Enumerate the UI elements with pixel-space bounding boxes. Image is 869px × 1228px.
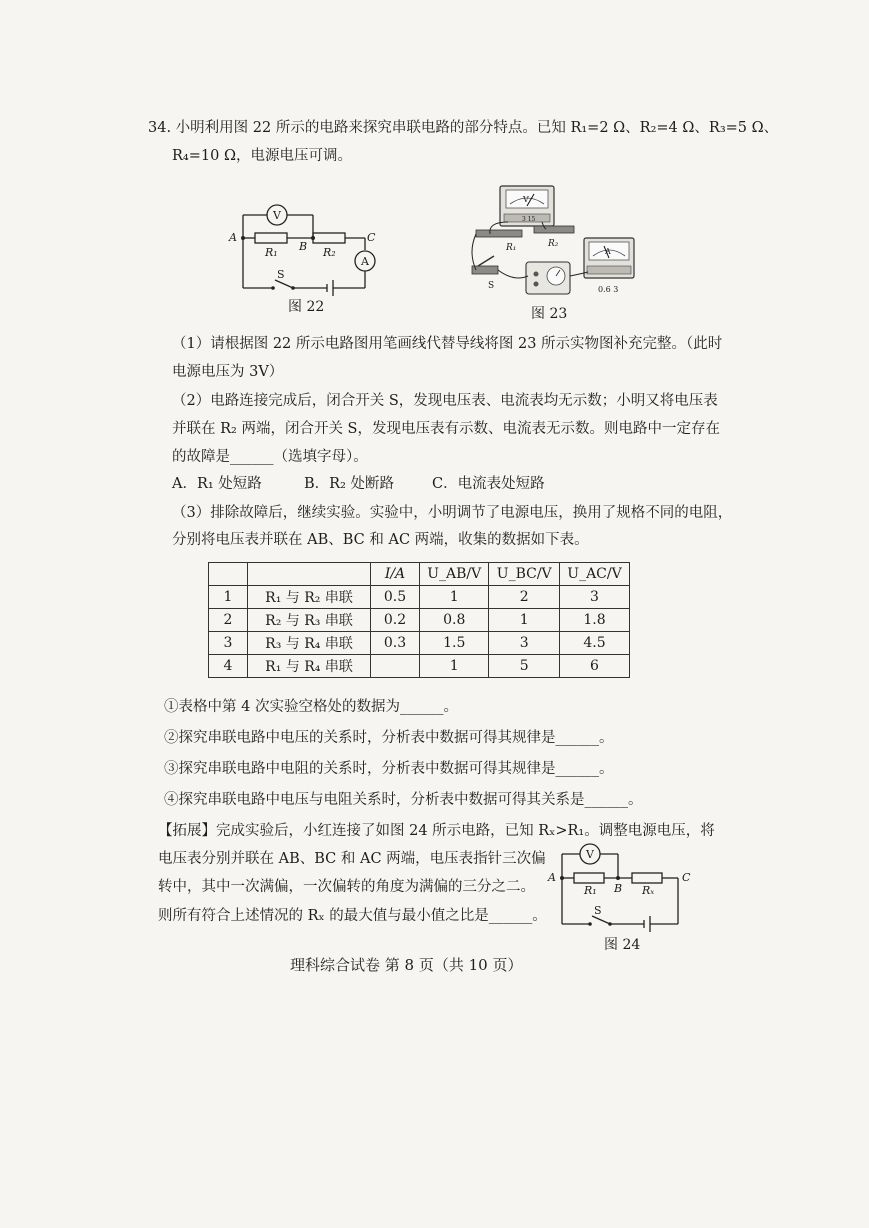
- fig24-label-s: S: [594, 904, 602, 917]
- fig22-label-r1: R₁: [265, 246, 278, 259]
- fig24-label-c: C: [682, 871, 691, 884]
- fig24-label-rx: Rₓ: [642, 884, 655, 897]
- table-cell: 0.3: [371, 632, 420, 655]
- option-a: A．R₁ 处短路: [172, 476, 262, 492]
- table-header-cell: [248, 563, 371, 586]
- subquestion-3: ③探究串联电路中电阻的关系时，分析表中数据可得其规律是______。: [164, 761, 614, 777]
- table-cell: R₂ 与 R₃ 串联: [248, 609, 371, 632]
- subquestion-1: ①表格中第 4 次实验空格处的数据为______。: [164, 699, 458, 715]
- table-cell: 4: [209, 655, 248, 678]
- fig23-label-r2: R₂: [548, 239, 559, 249]
- fig22-voltmeter-label: V: [273, 209, 281, 222]
- question-intro-line2: R₄=10 Ω，电源电压可调。: [172, 148, 352, 164]
- figure-23-apparatus: [468, 182, 668, 304]
- part3-line1: （3）排除故障后，继续实验。实验中，小明调节了电源电压，换用了规格不同的电阻，: [172, 505, 733, 521]
- part2-line2: 并联在 R₂ 两端，闭合开关 S，发现电压表有示数、电流表无示数。则电路中一定存在: [172, 421, 720, 437]
- part2-line3: 的故障是______（选填字母）。: [172, 449, 368, 465]
- fig24-label-b: B: [614, 882, 623, 895]
- fig23-voltmeter-scale: 3 15: [522, 216, 536, 223]
- fig24-label-a: A: [548, 871, 556, 884]
- table-cell: 0.5: [371, 586, 420, 609]
- table-cell: 1.8: [559, 609, 629, 632]
- table-header-cell: I/A: [371, 563, 420, 586]
- table-cell: 3: [559, 586, 629, 609]
- fig22-label-s: S: [277, 268, 285, 281]
- fig23-power-supply-icon: [526, 262, 570, 294]
- table-cell: 2: [489, 586, 560, 609]
- fig23-ammeter-icon: [584, 238, 634, 278]
- table-row: [209, 586, 630, 609]
- table-header-row: [209, 563, 630, 586]
- fig22-label-r2: R₂: [323, 246, 336, 259]
- table-cell: 3: [209, 632, 248, 655]
- table-header-cell: U_AB/V: [420, 563, 489, 586]
- fig23-label-s: S: [488, 281, 495, 291]
- data-table: [208, 562, 630, 678]
- extension-line1: 【拓展】完成实验后，小红连接了如图 24 所示电路，已知 Rₓ>R₁。调整电源电压，将: [158, 823, 715, 839]
- option-c: C．电流表处短路: [432, 476, 545, 492]
- fig23-ammeter-scale: 0.6 3: [598, 285, 619, 294]
- table-header-cell: [209, 563, 248, 586]
- figure-24-circuit: [540, 838, 700, 938]
- fig23-label-r1: R₁: [506, 243, 517, 253]
- figure-23-caption: 图 23: [531, 306, 568, 322]
- table-row: [209, 609, 630, 632]
- table-header-cell: U_BC/V: [489, 563, 560, 586]
- fig22-label-c: C: [367, 231, 376, 244]
- extension-line3: 转中，其中一次满偏，一次偏转的角度为满偏的三分之二。: [158, 879, 535, 895]
- table-cell: 2: [209, 609, 248, 632]
- table-cell: R₁ 与 R₂ 串联: [248, 586, 371, 609]
- fig22-label-b: B: [299, 240, 308, 253]
- fig24-voltmeter-label: V: [586, 848, 594, 861]
- part1-line1: （1）请根据图 22 所示电路图用笔画线代替导线将图 23 所示实物图补充完整。（此时: [172, 336, 723, 352]
- figure-22-caption: 图 22: [288, 299, 325, 315]
- table-cell: 0.8: [420, 609, 489, 632]
- table-cell: 1: [489, 609, 560, 632]
- subquestion-4: ④探究串联电路中电压与电阻关系时，分析表中数据可得其关系是______。: [164, 792, 643, 808]
- table-cell-blank: [371, 655, 420, 678]
- table-cell: 1.5: [420, 632, 489, 655]
- part2-line1: （2）电路连接完成后，闭合开关 S，发现电压表、电流表均无示数；小明又将电压表: [172, 393, 718, 409]
- fig22-label-a: A: [229, 231, 237, 244]
- table-cell: 5: [489, 655, 560, 678]
- fig23-voltmeter-text: V: [523, 195, 529, 204]
- table-header-cell: U_AC/V: [559, 563, 629, 586]
- fig23-switch-icon: [472, 256, 498, 274]
- table-cell: 1: [209, 586, 248, 609]
- option-b: B．R₂ 处断路: [304, 476, 394, 492]
- fig24-label-r1: R₁: [584, 884, 597, 897]
- part1-line2: 电源电压为 3V）: [172, 364, 284, 380]
- table-row: [209, 632, 630, 655]
- figure-24-caption: 图 24: [604, 937, 641, 953]
- table-row: [209, 655, 630, 678]
- page-footer: 理科综合试卷 第 8 页（共 10 页）: [290, 956, 523, 974]
- fig23-ammeter-text: A: [605, 247, 611, 256]
- extension-line2: 电压表分别并联在 AB、BC 和 AC 两端，电压表指针三次偏: [158, 851, 546, 867]
- table-cell: 3: [489, 632, 560, 655]
- question-intro-line1: 34. 小明利用图 22 所示的电路来探究串联电路的部分特点。已知 R₁=2 Ω、R₂=4 Ω、R₃=5 Ω、: [148, 120, 779, 136]
- subquestion-2: ②探究串联电路中电压的关系时，分析表中数据可得其规律是______。: [164, 730, 614, 746]
- part3-line2: 分别将电压表并联在 AB、BC 和 AC 两端，收集的数据如下表。: [172, 532, 589, 548]
- fig22-ammeter-label: A: [361, 255, 369, 268]
- table-cell: 1: [420, 586, 489, 609]
- extension-line4: 则所有符合上述情况的 Rₓ 的最大值与最小值之比是______。: [158, 908, 547, 924]
- table-cell: 6: [559, 655, 629, 678]
- table-cell: R₃ 与 R₄ 串联: [248, 632, 371, 655]
- table-cell: R₁ 与 R₄ 串联: [248, 655, 371, 678]
- table-cell: 1: [420, 655, 489, 678]
- table-cell: 4.5: [559, 632, 629, 655]
- table-cell: 0.2: [371, 609, 420, 632]
